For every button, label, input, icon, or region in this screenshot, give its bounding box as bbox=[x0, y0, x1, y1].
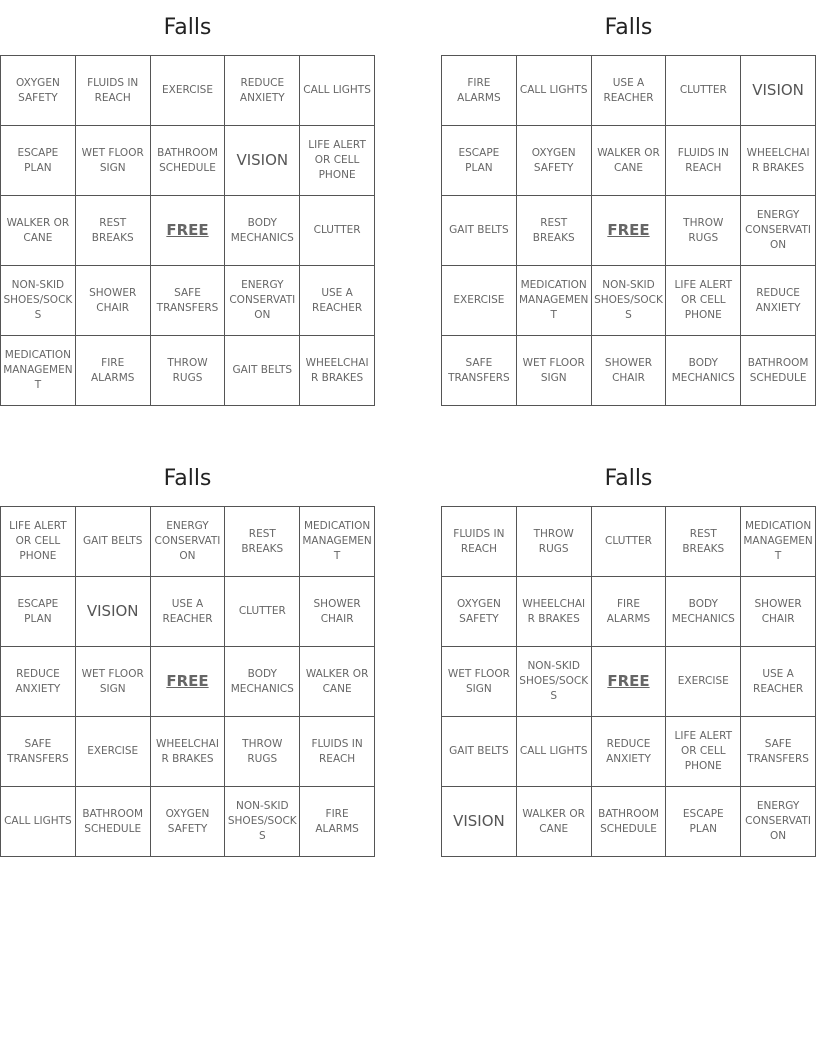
bingo-cell bbox=[1, 717, 76, 787]
bingo-cell-label: WHEELCHAIR BRAKES bbox=[746, 146, 810, 174]
bingo-cell-label: CLUTTER bbox=[313, 224, 361, 236]
bingo-cell bbox=[592, 336, 667, 406]
bingo-cell bbox=[666, 787, 741, 857]
bingo-cell-label: FREE bbox=[607, 672, 650, 690]
free-space bbox=[592, 196, 667, 266]
bingo-cell bbox=[741, 507, 816, 577]
card-title: Falls bbox=[604, 15, 653, 40]
bingo-cell bbox=[76, 577, 151, 647]
bingo-cell-label: CALL LIGHTS bbox=[303, 84, 371, 96]
bingo-cell bbox=[151, 336, 226, 406]
bingo-cell-label: THROW RUGS bbox=[533, 527, 574, 555]
bingo-cell-label: FIRE ALARMS bbox=[457, 76, 501, 104]
bingo-cell bbox=[666, 56, 741, 126]
bingo-cell-label: WALKER OR CANE bbox=[597, 146, 660, 174]
bingo-cell bbox=[76, 507, 151, 577]
bingo-grid bbox=[441, 55, 816, 406]
bingo-cell-label: VISION bbox=[752, 81, 804, 99]
free-space bbox=[592, 647, 667, 717]
bingo-cell bbox=[442, 196, 517, 266]
bingo-cell-label: EXERCISE bbox=[162, 84, 213, 96]
bingo-cell-label: CLUTTER bbox=[605, 535, 652, 547]
bingo-cell bbox=[151, 126, 226, 196]
bingo-cell-label: MEDICATION MANAGEMENT bbox=[302, 520, 372, 562]
bingo-cell-label: SHOWER CHAIR bbox=[89, 286, 137, 314]
bingo-cell-label: REDUCE ANXIETY bbox=[755, 286, 801, 314]
bingo-cell bbox=[76, 196, 151, 266]
bingo-cell bbox=[741, 787, 816, 857]
bingo-cell bbox=[517, 126, 592, 196]
bingo-cell bbox=[76, 647, 151, 717]
bingo-cell bbox=[300, 647, 375, 717]
bingo-cell-label: OXYGEN SAFETY bbox=[531, 146, 576, 174]
bingo-cell bbox=[592, 56, 667, 126]
bingo-cell-label: THROW RUGS bbox=[242, 737, 283, 765]
bingo-cell bbox=[151, 56, 226, 126]
bingo-cell-label: SAFE TRANSFERS bbox=[448, 356, 510, 384]
bingo-cell-label: OXYGEN SAFETY bbox=[456, 597, 501, 625]
bingo-cell bbox=[300, 266, 375, 336]
bingo-cell-label: LIFE ALERT OR CELL PHONE bbox=[9, 520, 67, 562]
bingo-cell-label: FREE bbox=[166, 672, 209, 690]
bingo-cell-label: WHEELCHAIR BRAKES bbox=[522, 597, 586, 625]
bingo-cell bbox=[592, 787, 667, 857]
bingo-cell bbox=[517, 196, 592, 266]
bingo-cell-label: USE A REACHER bbox=[603, 76, 654, 104]
bingo-cell-label: NON-SKID SHOES/SOCKS bbox=[227, 800, 297, 842]
bingo-cell-label: GAIT BELTS bbox=[82, 535, 143, 547]
bingo-cell bbox=[666, 647, 741, 717]
bingo-cell bbox=[76, 717, 151, 787]
bingo-cell-label: WET FLOOR SIGN bbox=[447, 667, 510, 695]
bingo-cell-label: REST BREAKS bbox=[241, 527, 284, 555]
bingo-cell-label: SHOWER CHAIR bbox=[754, 597, 802, 625]
bingo-cell bbox=[151, 787, 226, 857]
bingo-cell-label: CALL LIGHTS bbox=[519, 745, 588, 757]
bingo-cell-label: NON-SKID SHOES/SOCKS bbox=[519, 660, 589, 702]
bingo-cell-label: CLUTTER bbox=[238, 605, 286, 617]
bingo-cell-label: GAIT BELTS bbox=[232, 364, 293, 376]
bingo-cell bbox=[442, 787, 517, 857]
bingo-cell-label: REDUCE ANXIETY bbox=[15, 667, 61, 695]
bingo-cell-label: SAFE TRANSFERS bbox=[747, 737, 809, 765]
free-space bbox=[151, 647, 226, 717]
bingo-cell bbox=[517, 577, 592, 647]
bingo-cell bbox=[151, 266, 226, 336]
bingo-cell-label: USE A REACHER bbox=[753, 667, 804, 695]
bingo-cell bbox=[1, 647, 76, 717]
bingo-cell bbox=[741, 56, 816, 126]
card-title: Falls bbox=[604, 466, 653, 491]
bingo-cell bbox=[741, 196, 816, 266]
bingo-cell-label: VISION bbox=[86, 602, 139, 620]
bingo-cell bbox=[300, 196, 375, 266]
bingo-cell-label: CALL LIGHTS bbox=[4, 815, 72, 827]
bingo-cell bbox=[1, 507, 76, 577]
bingo-cell-label: FREE bbox=[166, 221, 209, 239]
bingo-cell bbox=[442, 126, 517, 196]
bingo-cell-label: REST BREAKS bbox=[682, 527, 725, 555]
bingo-cell bbox=[666, 126, 741, 196]
bingo-cell bbox=[517, 787, 592, 857]
bingo-cell-label: BODY MECHANICS bbox=[230, 667, 294, 695]
bingo-cell-label: BODY MECHANICS bbox=[671, 597, 735, 625]
bingo-grid bbox=[0, 506, 375, 857]
bingo-cell-label: VISION bbox=[236, 151, 289, 169]
bingo-cell-label: WALKER OR CANE bbox=[305, 667, 369, 695]
bingo-cell bbox=[151, 717, 226, 787]
bingo-grid bbox=[0, 55, 375, 406]
bingo-cell bbox=[1, 56, 76, 126]
bingo-cell bbox=[517, 336, 592, 406]
bingo-cell bbox=[76, 56, 151, 126]
bingo-cell-label: FIRE ALARMS bbox=[315, 807, 359, 835]
bingo-cell bbox=[1, 126, 76, 196]
bingo-cell bbox=[592, 266, 667, 336]
bingo-cell-label: NON-SKID SHOES/SOCKS bbox=[594, 279, 663, 321]
bingo-cell bbox=[76, 266, 151, 336]
bingo-cell-label: ESCAPE PLAN bbox=[682, 807, 724, 835]
bingo-cell bbox=[442, 507, 517, 577]
bingo-cell bbox=[300, 56, 375, 126]
bingo-cell-label: SHOWER CHAIR bbox=[604, 356, 653, 384]
bingo-cell bbox=[225, 56, 300, 126]
bingo-cell bbox=[666, 507, 741, 577]
bingo-cell-label: ENERGY CONSERVATION bbox=[154, 520, 221, 562]
bingo-cell-label: MEDICATION MANAGEMENT bbox=[3, 349, 73, 391]
bingo-cell bbox=[76, 336, 151, 406]
bingo-cell bbox=[666, 266, 741, 336]
bingo-cell-label: BODY MECHANICS bbox=[671, 356, 735, 384]
bingo-cell bbox=[225, 336, 300, 406]
bingo-cell bbox=[442, 577, 517, 647]
bingo-cell-label: BATHROOM SCHEDULE bbox=[82, 807, 144, 835]
bingo-cell bbox=[666, 196, 741, 266]
bingo-cell-label: WET FLOOR SIGN bbox=[522, 356, 585, 384]
bingo-cell bbox=[592, 126, 667, 196]
bingo-cell-label: SAFE TRANSFERS bbox=[156, 286, 219, 314]
bingo-cell bbox=[666, 336, 741, 406]
bingo-cell bbox=[1, 266, 76, 336]
bingo-cell-label: REDUCE ANXIETY bbox=[606, 737, 651, 765]
bingo-cell bbox=[741, 336, 816, 406]
bingo-cell-label: MEDICATION MANAGEMENT bbox=[743, 520, 813, 562]
bingo-cell bbox=[592, 577, 667, 647]
bingo-cell bbox=[517, 717, 592, 787]
bingo-cell-label: FLUIDS IN REACH bbox=[453, 527, 505, 555]
bingo-cell-label: WALKER OR CANE bbox=[522, 807, 585, 835]
bingo-cell-label: MEDICATION MANAGEMENT bbox=[518, 279, 589, 321]
bingo-cell-label: BODY MECHANICS bbox=[230, 216, 294, 244]
bingo-cell-label: REDUCE ANXIETY bbox=[239, 76, 285, 104]
bingo-cell-label: LIFE ALERT OR CELL PHONE bbox=[674, 730, 733, 772]
bingo-cell bbox=[741, 647, 816, 717]
card-title: Falls bbox=[163, 466, 212, 491]
bingo-cell bbox=[442, 56, 517, 126]
bingo-cell-label: BATHROOM SCHEDULE bbox=[598, 807, 659, 835]
bingo-cell-label: USE A REACHER bbox=[162, 597, 213, 625]
bingo-cell bbox=[300, 336, 375, 406]
bingo-grid bbox=[441, 506, 816, 857]
bingo-cell-label: FLUIDS IN REACH bbox=[87, 76, 139, 104]
bingo-cell-label: WHEELCHAIR BRAKES bbox=[305, 356, 369, 384]
free-space bbox=[151, 196, 226, 266]
bingo-cell bbox=[225, 196, 300, 266]
bingo-cell bbox=[666, 717, 741, 787]
bingo-cell bbox=[517, 56, 592, 126]
card-title: Falls bbox=[163, 15, 212, 40]
bingo-cell bbox=[300, 717, 375, 787]
bingo-cell bbox=[442, 336, 517, 406]
bingo-cell bbox=[300, 787, 375, 857]
bingo-cell-label: FLUIDS IN REACH bbox=[311, 737, 363, 765]
bingo-cell-label: ESCAPE PLAN bbox=[458, 146, 500, 174]
bingo-cell-label: BATHROOM SCHEDULE bbox=[747, 356, 809, 384]
bingo-cell bbox=[741, 266, 816, 336]
bingo-cell bbox=[666, 577, 741, 647]
bingo-cell-label: BATHROOM SCHEDULE bbox=[157, 146, 218, 174]
bingo-cell-label: LIFE ALERT OR CELL PHONE bbox=[308, 139, 366, 181]
bingo-cell-label: FLUIDS IN REACH bbox=[677, 146, 729, 174]
bingo-cell-label: VISION bbox=[453, 812, 505, 830]
bingo-cell bbox=[225, 577, 300, 647]
bingo-cell bbox=[151, 507, 226, 577]
bingo-cell-label: THROW RUGS bbox=[683, 216, 724, 244]
bingo-cell-label: WHEELCHAIR BRAKES bbox=[156, 737, 219, 765]
bingo-cell-label: ESCAPE PLAN bbox=[17, 146, 59, 174]
bingo-cell-label: EXERCISE bbox=[677, 675, 729, 687]
bingo-cell bbox=[741, 126, 816, 196]
bingo-cell bbox=[76, 787, 151, 857]
bingo-cell bbox=[225, 126, 300, 196]
bingo-cell-label: ESCAPE PLAN bbox=[17, 597, 59, 625]
bingo-cell-label: THROW RUGS bbox=[167, 356, 208, 384]
bingo-cell-label: LIFE ALERT OR CELL PHONE bbox=[674, 279, 733, 321]
bingo-cell-label: NON-SKID SHOES/SOCKS bbox=[3, 279, 73, 321]
bingo-cell bbox=[300, 577, 375, 647]
bingo-cell-label: GAIT BELTS bbox=[449, 745, 509, 757]
bingo-cell bbox=[225, 507, 300, 577]
bingo-cell-label: SHOWER CHAIR bbox=[313, 597, 361, 625]
bingo-cell bbox=[517, 266, 592, 336]
bingo-cell bbox=[225, 787, 300, 857]
bingo-cell-label: EXERCISE bbox=[87, 745, 139, 757]
bingo-cell bbox=[225, 647, 300, 717]
bingo-cell bbox=[442, 266, 517, 336]
bingo-cell-label: WET FLOOR SIGN bbox=[81, 146, 144, 174]
bingo-cell-label: WET FLOOR SIGN bbox=[81, 667, 144, 695]
bingo-cell bbox=[151, 577, 226, 647]
bingo-cell-label: SAFE TRANSFERS bbox=[7, 737, 69, 765]
bingo-cell bbox=[1, 336, 76, 406]
bingo-cell-label: GAIT BELTS bbox=[449, 224, 509, 236]
bingo-cell bbox=[741, 577, 816, 647]
bingo-cell bbox=[592, 507, 667, 577]
bingo-cell-label: ENERGY CONSERVATION bbox=[745, 800, 812, 842]
bingo-cell-label: OXYGEN SAFETY bbox=[15, 76, 60, 104]
bingo-cell bbox=[76, 126, 151, 196]
bingo-cell-label: REST BREAKS bbox=[532, 216, 575, 244]
bingo-cell bbox=[225, 266, 300, 336]
bingo-cell bbox=[1, 787, 76, 857]
bingo-cell bbox=[517, 647, 592, 717]
bingo-cell-label: FREE bbox=[607, 221, 650, 239]
bingo-cell bbox=[300, 126, 375, 196]
bingo-cell-label: EXERCISE bbox=[453, 294, 505, 306]
bingo-cell bbox=[442, 717, 517, 787]
bingo-cell-label: FIRE ALARMS bbox=[606, 597, 651, 625]
bingo-cell bbox=[442, 647, 517, 717]
bingo-cell-label: WALKER OR CANE bbox=[6, 216, 70, 244]
bingo-cell bbox=[1, 196, 76, 266]
bingo-cell bbox=[741, 717, 816, 787]
bingo-cell-label: ENERGY CONSERVATION bbox=[229, 279, 296, 321]
bingo-cell bbox=[517, 507, 592, 577]
bingo-cell-label: ENERGY CONSERVATION bbox=[745, 209, 812, 251]
bingo-cell bbox=[225, 717, 300, 787]
bingo-cell-label: CALL LIGHTS bbox=[519, 84, 588, 96]
bingo-cell-label: FIRE ALARMS bbox=[90, 356, 135, 384]
bingo-cell-label: REST BREAKS bbox=[91, 216, 134, 244]
bingo-cell-label: CLUTTER bbox=[679, 84, 727, 96]
bingo-cell-label: OXYGEN SAFETY bbox=[165, 807, 210, 835]
bingo-cell bbox=[1, 577, 76, 647]
bingo-cell-label: USE A REACHER bbox=[312, 286, 363, 314]
bingo-cell bbox=[592, 717, 667, 787]
bingo-cell bbox=[300, 507, 375, 577]
